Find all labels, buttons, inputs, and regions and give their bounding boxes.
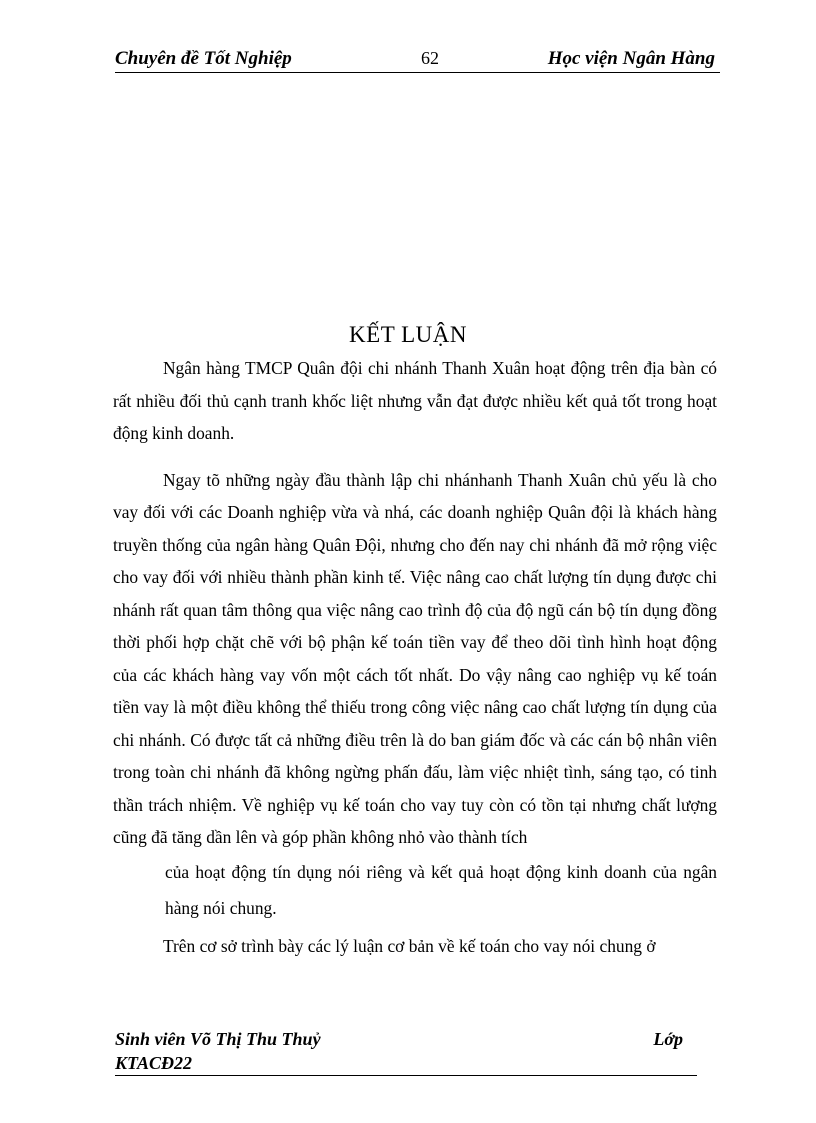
page-number: 62 [421,48,439,68]
body-text [113,352,717,962]
header-document-type: Chuyên đề Tốt Nghiệp [115,48,292,69]
footer-class-label: Lớp [653,1029,683,1049]
paragraph-4: Trên cơ sở trình bày các lý luận cơ bản về kế toán cho vay nói chung ở [163,935,656,956]
page-header [115,48,720,73]
section-title: KẾT LUẬN [349,322,467,347]
paragraph-1: Ngân hàng TMCP Quân đội chi nhánh Thanh Xuân hoạt động trên địa bàn có rất nhiều đối thủ cạnh tranh khốc liệt nhưng vẫn đạt được nhiều kết quả tốt trong hoạt động kinh doanh. [113,358,717,443]
page-footer [115,1027,697,1076]
paragraph-2: Ngay tõ những ngày đầu thành lập chi nhánhanh Thanh Xuân chủ yếu là cho vay đối với các Doanh nghiệp vừa và nhá, các doanh nghiệp Quân đội là khách hàng truyền thống của ngân hàng Quân Đội, nhưng cho đến nay chi nhánh đã mở rộng việc cho vay đối với nhiều thành phần kinh tế. Việc nâng cao chất lượng tín dụng được chi nhánh rất quan tâm thông qua việc nâng cao trình độ của độ ngũ cán bộ tín dụng đồng thời phối hợp chặt chẽ với bộ phận kế toán tiền vay để theo dõi tình hình hoạt động của các khách hàng vay vốn một cách tốt nhất. Do vậy nâng cao nghiệp vụ kế toán tiền vay là một điều không thể thiếu trong công việc nâng cao chất lượng tín dụng của chi nhánh. Có được tất cả những điều trên là do ban giám đốc và các cán bộ nhân viên trong toàn chi nhánh đã không ngừng phấn đấu, làm việc nhiệt tình, sáng tạo, có tinh thần trách nhiệm. Về nghiệp vụ kế toán cho vay tuy còn có tồn tại nhưng chất lượng cũng đã tăng dần lên và góp phần không nhỏ vào thành tích [113,469,717,847]
paragraph-3: của hoạt động tín dụng nói riêng và kết quả hoạt động kinh doanh của ngân hàng nói chung. [165,861,717,918]
footer-class-code: KTACĐ22 [115,1053,193,1073]
footer-student-name: Sinh viên Võ Thị Thu Thuỷ [115,1029,321,1049]
header-institution: Học viện Ngân Hàng [547,48,715,69]
